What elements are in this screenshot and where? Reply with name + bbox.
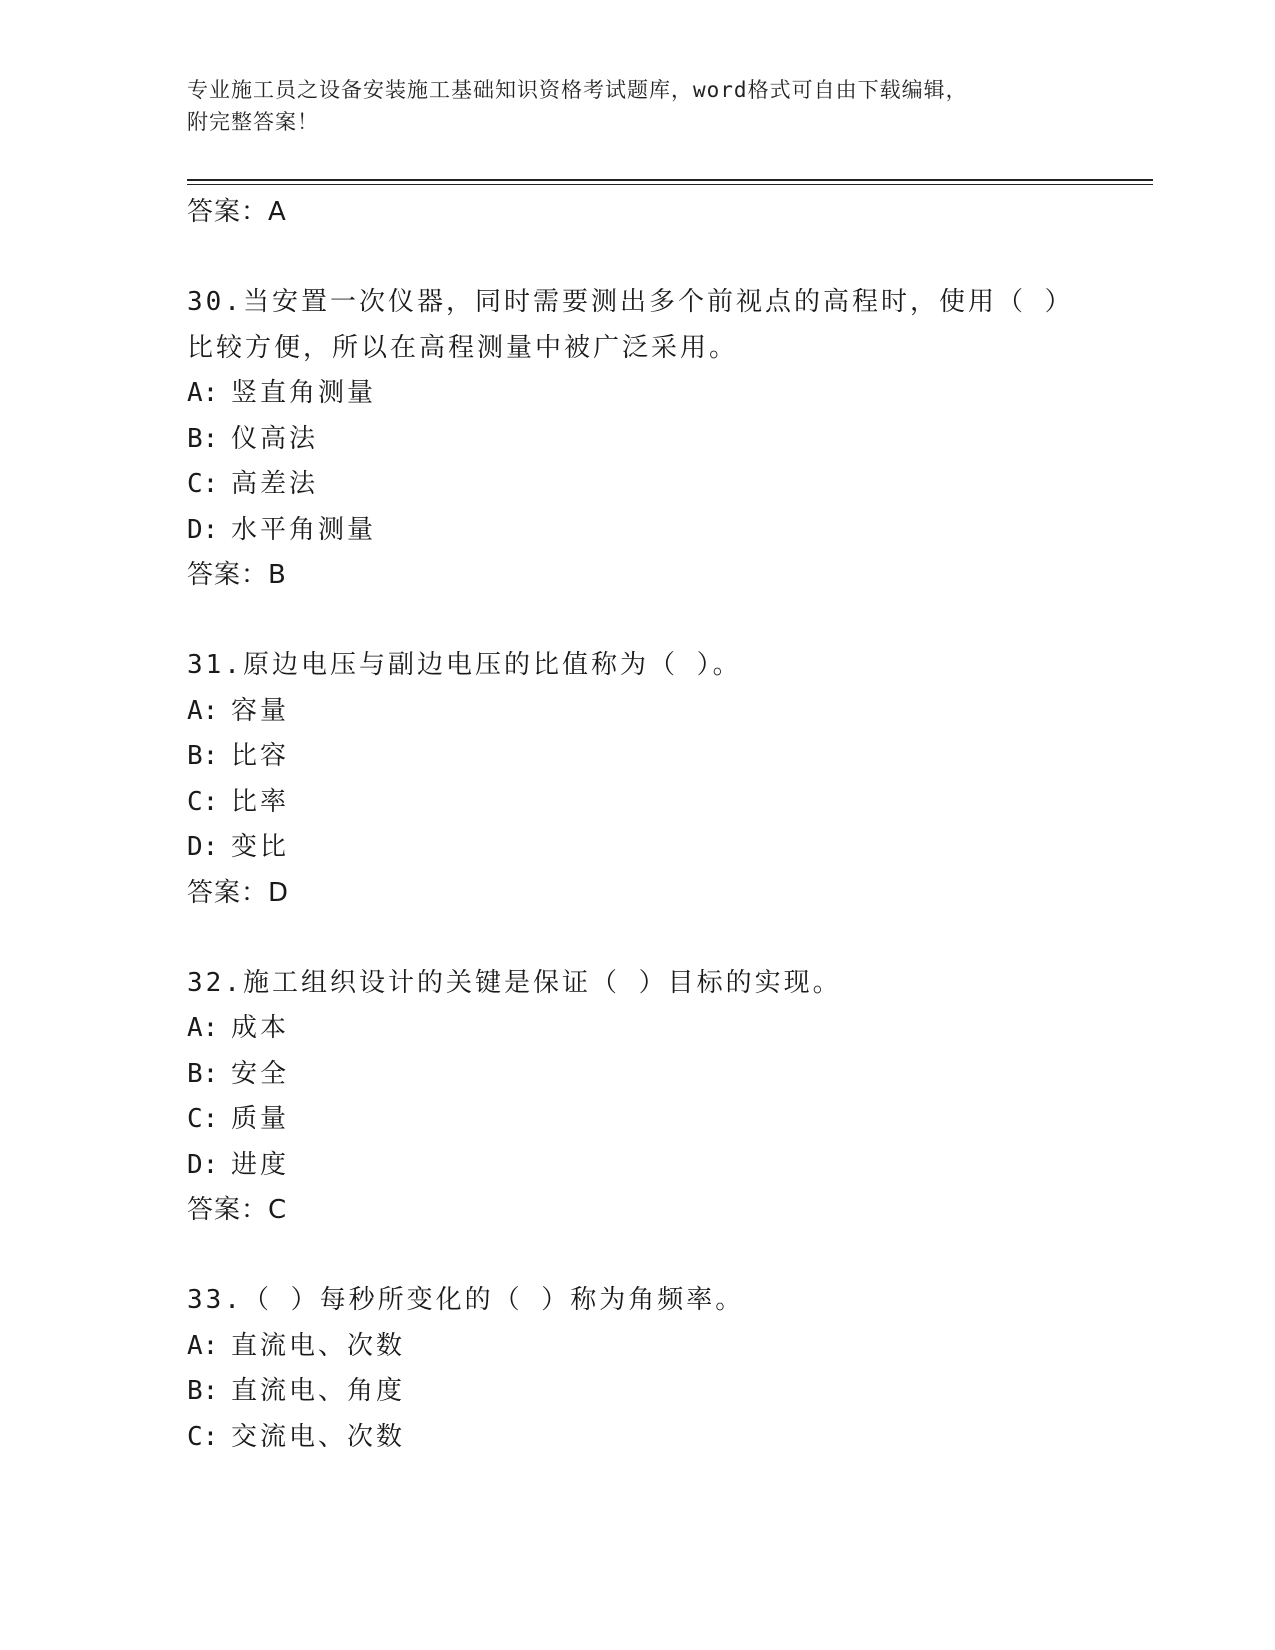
option-b: [187, 417, 1087, 463]
header-divider-thick: [187, 179, 1153, 181]
option-d: [187, 825, 1087, 871]
question-stem: [187, 643, 1087, 689]
option-a: [187, 371, 1087, 417]
option-b: [187, 1052, 1087, 1098]
question-32: [187, 961, 1087, 1234]
answer-line: 答案：B: [187, 560, 287, 590]
option-letter: D:: [187, 832, 219, 862]
option-letter: B:: [187, 423, 219, 454]
option-letter: A:: [187, 695, 219, 726]
option-a: [187, 689, 1087, 735]
option-text: 水平角测量: [231, 514, 377, 545]
option-a: [187, 1324, 1087, 1370]
option-a: [187, 1006, 1087, 1052]
option-text: 容量: [231, 695, 290, 726]
question-33: [187, 1278, 1087, 1460]
option-d: [187, 1143, 1087, 1189]
question-stem-line-1: 30.当安置一次仪器，同时需要测出多个前视点的高程时，使用（ ）: [187, 287, 1074, 317]
header-line-2: 附完整答案！: [187, 110, 319, 134]
spacer: [187, 916, 1087, 961]
option-text: 变比: [231, 832, 290, 862]
option-letter: A:: [187, 378, 219, 408]
option-c: [187, 780, 1087, 826]
option-c: [187, 462, 1087, 508]
option-d: [187, 508, 1087, 554]
option-letter: D:: [187, 1149, 219, 1180]
option-c: [187, 1415, 1087, 1461]
option-b: [187, 734, 1087, 780]
question-list: [187, 190, 1087, 1460]
option-letter: C:: [187, 786, 219, 817]
option-text: 进度: [231, 1149, 290, 1180]
option-text: 比容: [231, 741, 290, 771]
option-text: 交流电、次数: [231, 1421, 406, 1452]
option-text: 竖直角测量: [231, 378, 377, 408]
spacer: [187, 598, 1087, 643]
option-letter: A:: [187, 1013, 219, 1043]
question-stem-line-1: 33.（ ）每秒所变化的（ ）称为角频率。: [187, 1285, 745, 1315]
header-line-1: 专业施工员之设备安装施工基础知识资格考试题库，word格式可自由下载编辑，: [187, 78, 968, 102]
option-letter: D:: [187, 514, 219, 545]
option-letter: B:: [187, 1058, 219, 1089]
option-text: 质量: [231, 1104, 290, 1134]
question-stem: [187, 961, 1087, 1007]
option-text: 高差法: [231, 469, 319, 499]
spacer: [187, 1233, 1087, 1278]
document-header: [187, 74, 1067, 138]
option-c: [187, 1097, 1087, 1143]
option-letter: A:: [187, 1330, 219, 1361]
question-stem: [187, 280, 1087, 371]
option-text: 安全: [231, 1058, 290, 1089]
spacer: [187, 235, 1087, 280]
option-text: 仪高法: [231, 423, 319, 454]
option-letter: C:: [187, 1104, 219, 1134]
option-letter: C:: [187, 469, 219, 499]
header-divider-thin: [187, 184, 1153, 185]
option-text: 直流电、角度: [231, 1376, 406, 1406]
option-text: 成本: [231, 1013, 290, 1043]
option-text: 比率: [231, 786, 290, 817]
answer-line: 答案：D: [187, 877, 290, 908]
question-30: [187, 280, 1087, 598]
answer-line: 答案：C: [187, 1195, 288, 1225]
previous-answer: 答案：A: [187, 197, 287, 227]
question-stem-line-1: 31.原边电压与副边电压的比值称为（ ）。: [187, 650, 742, 680]
option-letter: B:: [187, 741, 219, 771]
question-stem: [187, 1278, 1087, 1324]
question-stem-line-2: 比较方便，所以在高程测量中被广泛采用。: [187, 332, 739, 363]
question-stem-line-1: 32.施工组织设计的关键是保证（ ）目标的实现。: [187, 967, 842, 998]
option-letter: C:: [187, 1421, 219, 1452]
option-letter: B:: [187, 1376, 219, 1406]
question-31: [187, 643, 1087, 916]
option-text: 直流电、次数: [231, 1330, 406, 1361]
option-b: [187, 1369, 1087, 1415]
